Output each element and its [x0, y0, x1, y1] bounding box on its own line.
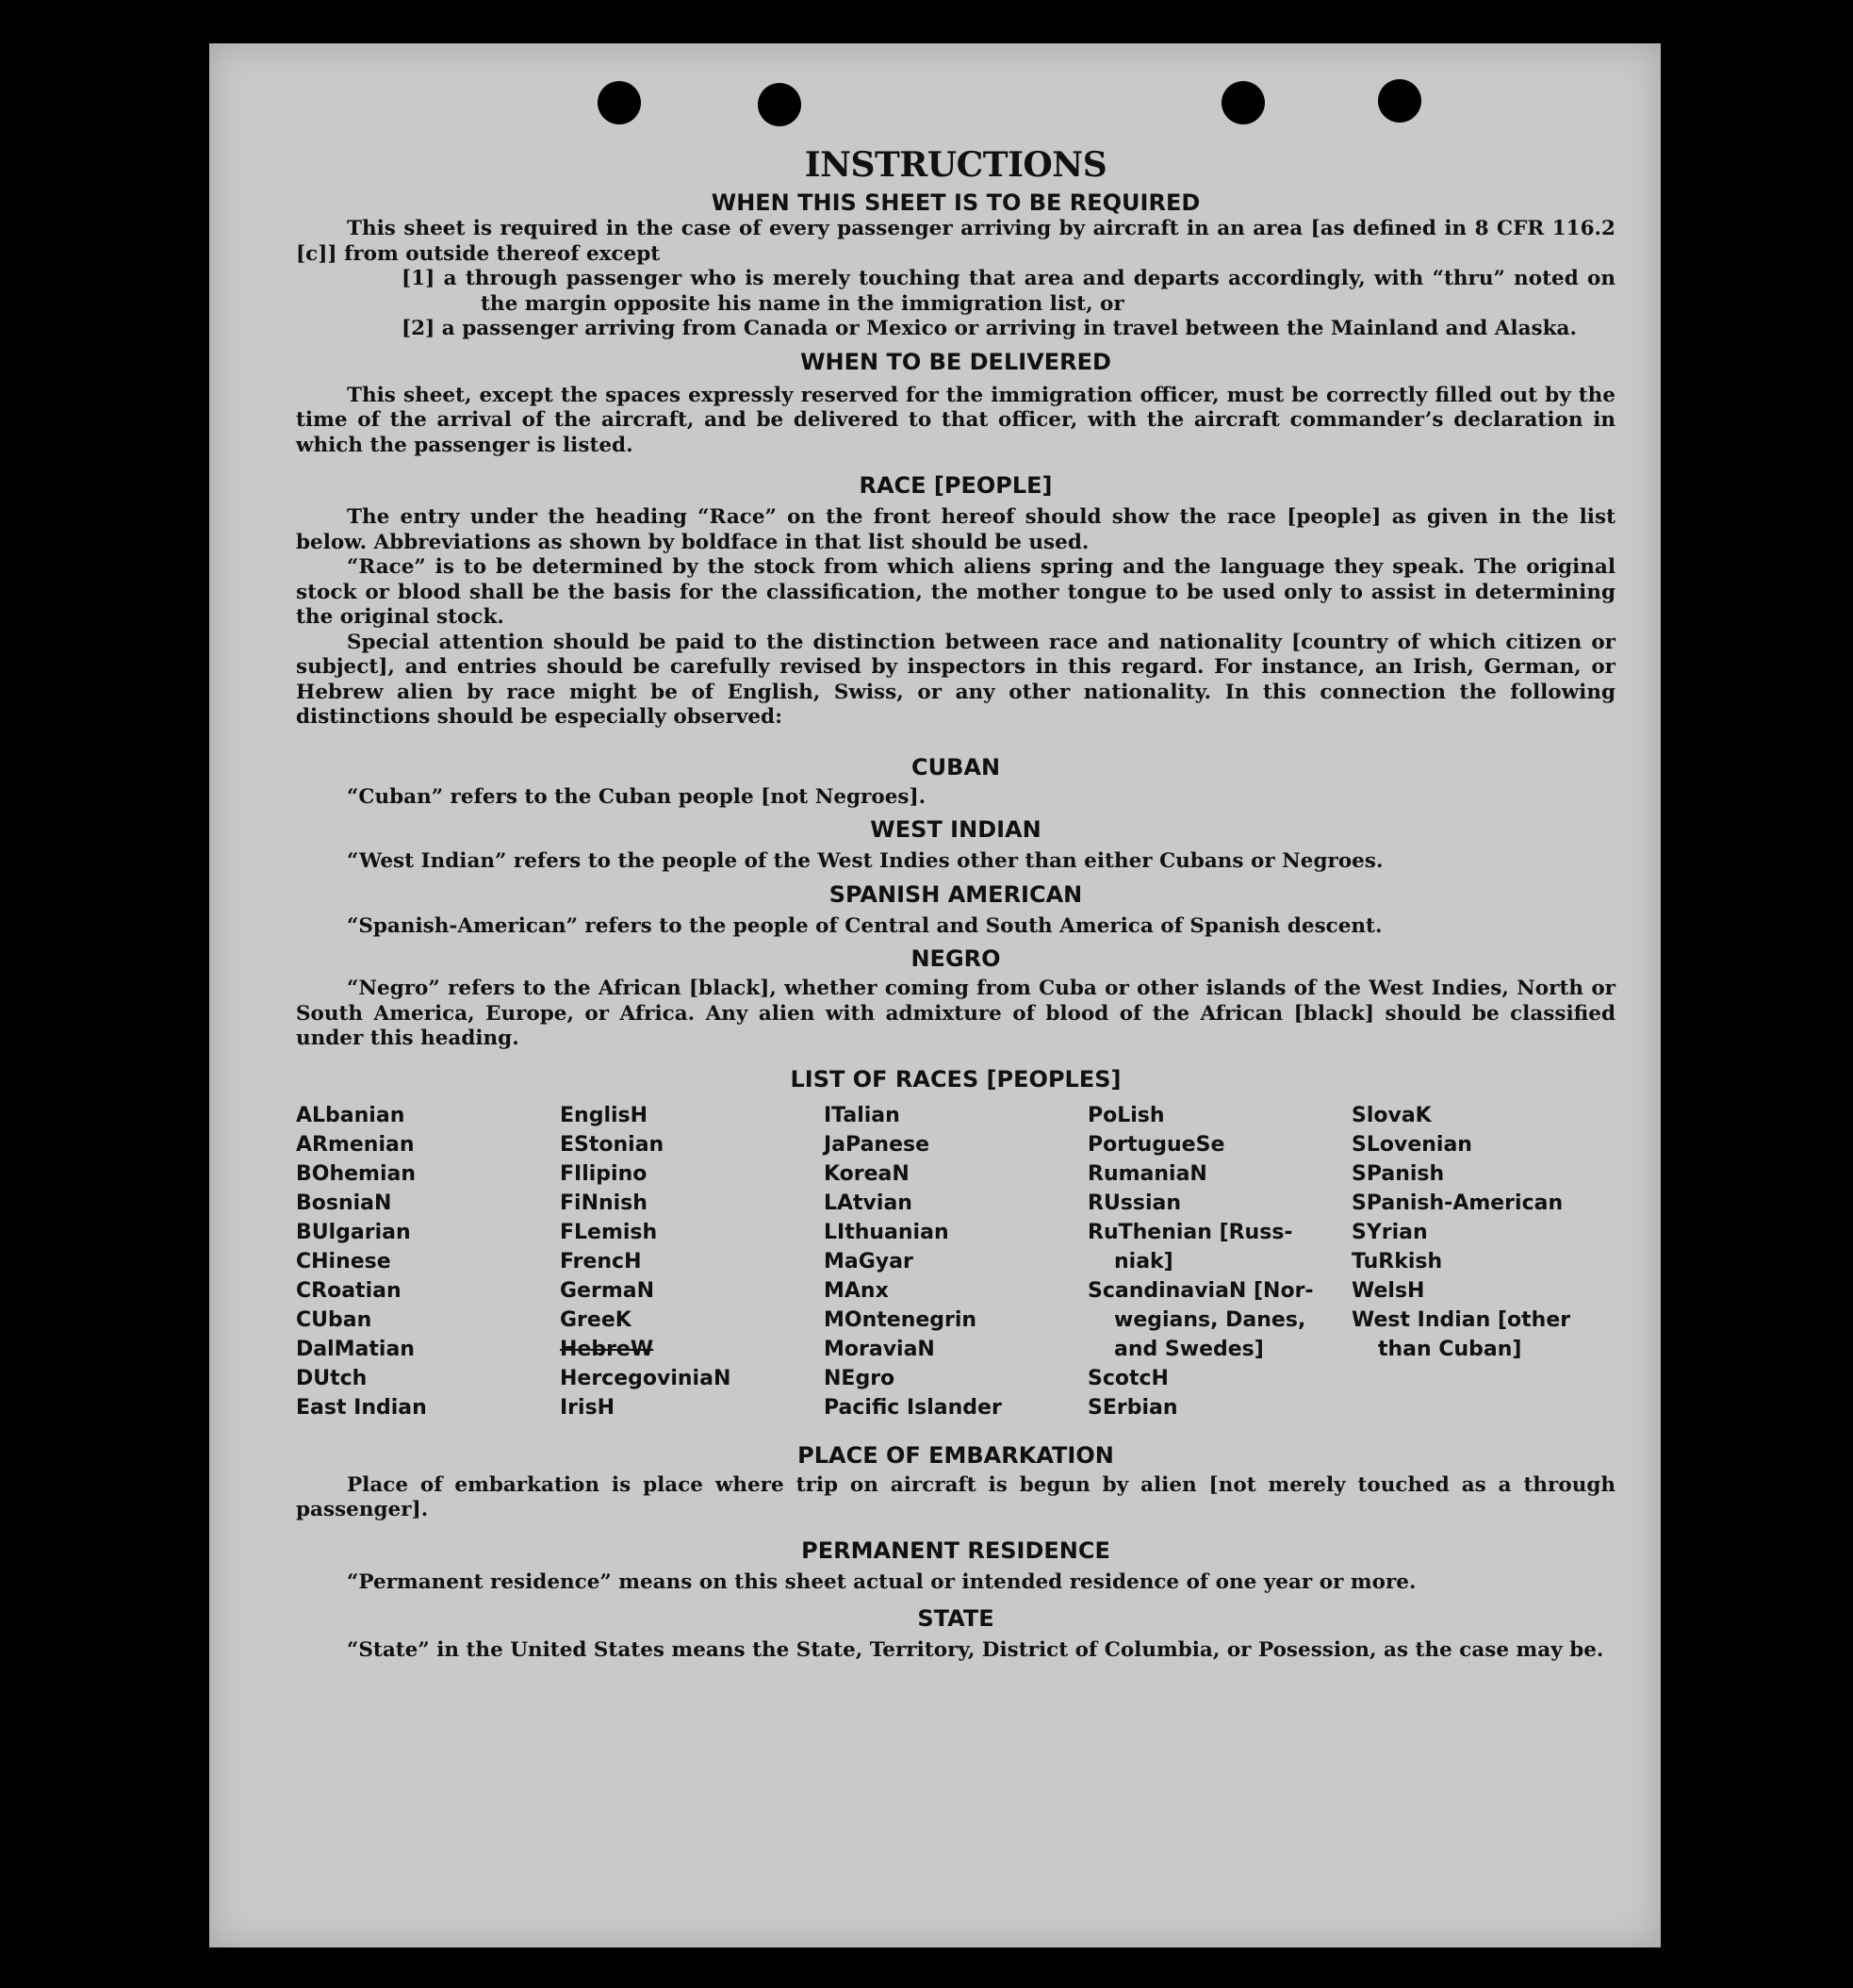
race-item: WelsH: [1352, 1278, 1425, 1303]
race-item: FiNnish: [560, 1191, 648, 1215]
page-title: INSTRUCTIONS: [804, 145, 1107, 185]
negro-heading: NEGRO: [910, 945, 1001, 972]
west-indian-heading: WEST INDIAN: [870, 816, 1041, 843]
race-item: MaGyar: [824, 1249, 913, 1273]
race-item: FrencH: [560, 1249, 642, 1273]
race-item: LAtvian: [824, 1191, 912, 1215]
race-item-struck: HebreW: [560, 1337, 654, 1361]
west-indian-text: “West Indian” refers to the people of the West Indies other than either Cubans or Negroes.: [347, 849, 1384, 873]
race-item: MoraviaN: [824, 1337, 935, 1361]
race-item-continued: wegians, Danes,: [1114, 1307, 1306, 1332]
list-of-races-heading: LIST OF RACES [PEOPLES]: [790, 1065, 1122, 1093]
race-item: JaPanese: [824, 1132, 930, 1157]
race-column-2: [560, 1101, 824, 1422]
document-page: [209, 43, 1661, 1947]
race-paragraph-2: “Race” is to be determined by the stock from which aliens spring and the language they speak. The original stock or blood shall be the basis for the classification, the mother tongue to be used only to assist in determining the original stock.: [296, 555, 1615, 629]
race-item: BOhemian: [296, 1161, 417, 1186]
race-item: ALbanian: [296, 1103, 405, 1127]
race-list: [296, 1101, 1615, 1422]
race-column-4: [1088, 1101, 1352, 1422]
race-item: East Indian: [296, 1395, 427, 1420]
race-item-continued: niak]: [1114, 1249, 1173, 1273]
race-column-3: [824, 1101, 1088, 1422]
race-column-5: [1352, 1101, 1615, 1422]
race-paragraph-3: Special attention should be paid to the distinction between race and nationality [country of which citizen or subject], and entries should be carefully revised by inspectors in this regard. For instance, an Irish, German, or Hebrew alien by race might be of English, Swiss, or any other nationality. In this connection the following distinctions should be especially observed:: [296, 630, 1615, 729]
race-item: EStonian: [560, 1132, 664, 1157]
race-item: NEgro: [824, 1366, 895, 1390]
race-item: LIthuanian: [824, 1220, 949, 1244]
race-item: DUtch: [296, 1366, 368, 1390]
when-required-intro: This sheet is required in the case of every passenger arriving by aircraft in an area [as defined in 8 CFR 116.2 [c]] from outside thereof except: [296, 217, 1615, 266]
race-item: CUban: [296, 1307, 372, 1332]
race-item: BosniaN: [296, 1191, 392, 1215]
spanish-american-heading: SPANISH AMERICAN: [828, 880, 1083, 908]
when-required-heading: WHEN THIS SHEET IS TO BE REQUIRED: [711, 189, 1201, 216]
state-heading: STATE: [917, 1605, 994, 1632]
race-item: SPanish-American: [1352, 1191, 1564, 1215]
race-item: ARmenian: [296, 1132, 415, 1157]
race-paragraph-1: The entry under the heading “Race” on the front hereof should show the race [people] as given in the list below. Abbreviations as shown by boldface in that list should be used.: [296, 505, 1615, 554]
race-item: West Indian [other: [1352, 1307, 1571, 1332]
negro-text: “Negro” refers to the African [black], whether coming from Cuba or other islands of the West Indies, North or South America, Europe, or Africa. Any alien with admixture of blood of the African [black] should be classified under this heading.: [296, 977, 1615, 1050]
cuban-heading: CUBAN: [910, 753, 1001, 780]
race-item: SYrian: [1352, 1220, 1428, 1244]
race-item-continued: and Swedes]: [1114, 1337, 1264, 1361]
race-heading: RACE [PEOPLE]: [859, 472, 1053, 499]
race-item: PoLish: [1088, 1103, 1165, 1127]
race-item: FLemish: [560, 1220, 658, 1244]
race-item: MOntenegrin: [824, 1307, 977, 1332]
race-item: RuThenian [Russ-: [1088, 1220, 1293, 1244]
residence-heading: PERMANENT RESIDENCE: [801, 1536, 1110, 1564]
race-item: ScotcH: [1088, 1366, 1169, 1390]
race-item: GermaN: [560, 1278, 655, 1303]
race-item-continued: than Cuban]: [1378, 1337, 1522, 1361]
when-delivered-heading: WHEN TO BE DELIVERED: [800, 348, 1111, 375]
cuban-text: “Cuban” refers to the Cuban people [not Negroes].: [347, 784, 926, 809]
embarkation-text: Place of embarkation is place where trip on aircraft is begun by alien [not merely touched as a through passenger].: [296, 1472, 1615, 1521]
race-item: EnglisH: [560, 1103, 648, 1127]
race-item: BUlgarian: [296, 1220, 411, 1244]
race-item: TuRkish: [1352, 1249, 1443, 1273]
race-item: KoreaN: [824, 1161, 910, 1186]
race-item: CHinese: [296, 1249, 391, 1273]
race-item: DalMatian: [296, 1337, 415, 1361]
race-item: ScandinaviaN [Nor-: [1088, 1278, 1314, 1303]
race-item: MAnx: [824, 1278, 889, 1303]
race-item: GreeK: [560, 1307, 631, 1332]
punch-hole: [758, 83, 801, 126]
race-item: CRoatian: [296, 1278, 402, 1303]
race-item: FIlipino: [560, 1161, 648, 1186]
race-item: HercegoviniaN: [560, 1366, 731, 1390]
instructions-content: [296, 145, 1615, 1664]
race-item: PortugueSe: [1088, 1132, 1225, 1157]
race-item: RumaniaN: [1088, 1161, 1207, 1186]
when-required-item-2: [2] a passenger arriving from Canada or Mexico or arriving in travel between the Mainland and Alaska.: [402, 317, 1577, 340]
race-item: SPanish: [1352, 1161, 1445, 1186]
race-item: Pacific Islander: [824, 1395, 1002, 1420]
race-item: SErbian: [1088, 1395, 1178, 1420]
race-item: SLovenian: [1352, 1132, 1472, 1157]
punch-hole: [598, 81, 641, 124]
embarkation-heading: PLACE OF EMBARKATION: [797, 1441, 1114, 1469]
when-required-item-1: [1] a through passenger who is merely touching that area and departs accordingly, with “thru” noted on the margin opposite his name in the immigration list, or: [402, 267, 1615, 316]
punch-hole: [1378, 79, 1421, 123]
punch-hole: [1222, 81, 1265, 124]
race-item: ITalian: [824, 1103, 900, 1127]
race-item: SlovaK: [1352, 1103, 1432, 1127]
spanish-american-text: “Spanish-American” refers to the people of Central and South America of Spanish descent.: [347, 913, 1383, 938]
race-column-1: [296, 1101, 560, 1422]
race-item: IrisH: [560, 1395, 615, 1420]
residence-text: “Permanent residence” means on this sheet actual or intended residence of one year or more.: [347, 1569, 1417, 1594]
when-delivered-text: This sheet, except the spaces expressly reserved for the immigration officer, must be correctly filled out by the time of the arrival of the aircraft, and be delivered to that officer, with the aircraft commander’s declaration in which the passenger is listed.: [296, 383, 1615, 457]
state-text: “State” in the United States means the State, Territory, District of Columbia, or Posession, as the case may be.: [347, 1638, 1604, 1662]
race-item: RUssian: [1088, 1191, 1182, 1215]
